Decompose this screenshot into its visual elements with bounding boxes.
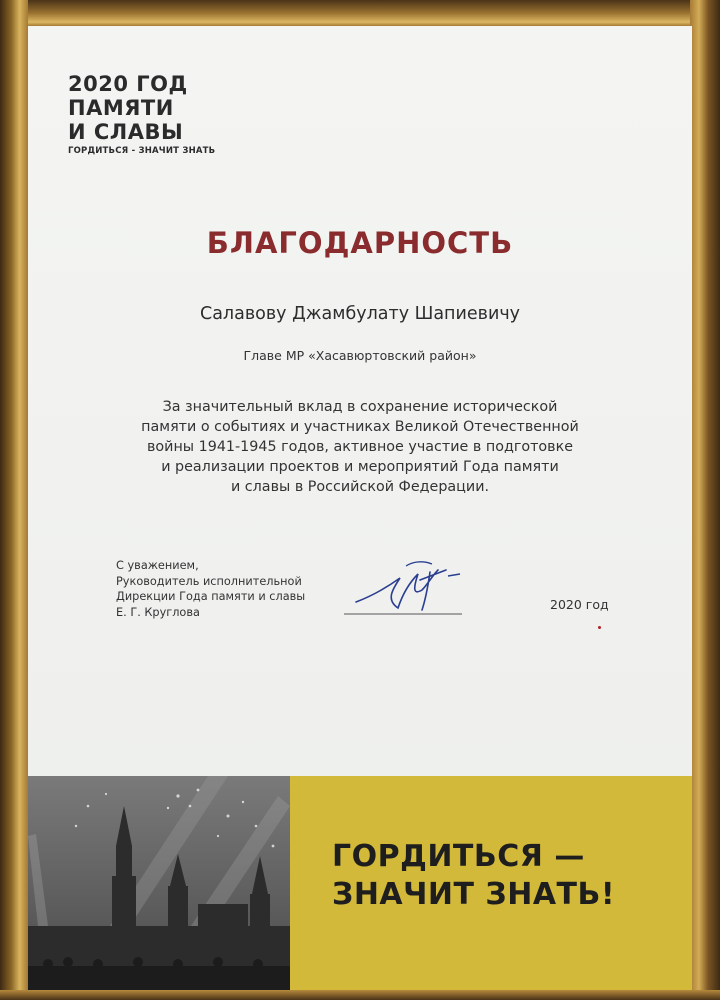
handwritten-signature (342, 556, 492, 626)
slogan-text (332, 838, 615, 914)
certificate-title: БЛАГОДАРНОСТЬ (206, 226, 514, 260)
gratitude-line: и славы в Российской Федерации. (230, 479, 490, 495)
slogan-panel (290, 776, 692, 990)
certificate-sheet (28, 26, 692, 990)
red-square-fireworks-photo (28, 776, 290, 990)
gratitude-text (108, 397, 612, 497)
gratitude-line: и реализации проектов и мероприятий Года памяти (161, 459, 559, 475)
slogan-line-1: ГОРДИТЬСЯ — (332, 839, 585, 874)
signatory-line: С уважением, (116, 559, 199, 572)
signatory-line: Дирекции Года памяти и славы (116, 590, 306, 603)
year-of-memory-logo (68, 72, 215, 156)
logo-tagline: ГОРДИТЬСЯ - ЗНАЧИТ ЗНАТЬ (68, 146, 216, 156)
slogan-line-2: ЗНАЧИТ ЗНАТЬ! (332, 877, 616, 912)
gratitude-line: памяти о событиях и участниках Великой Отечественной (141, 419, 579, 435)
recipient-position: Главе МР «Хасавюртовский район» (243, 348, 477, 363)
frame-bottom-edge (0, 990, 720, 1000)
frame-left-edge (0, 0, 28, 1000)
signatory-line: Руководитель исполнительной (116, 574, 302, 588)
bottom-banner (28, 776, 692, 990)
gratitude-line: За значительный вклад в сохранение исторической (162, 399, 558, 415)
logo-line-3: И СЛАВЫ (68, 120, 184, 144)
frame-top-edge (0, 0, 720, 26)
gratitude-line: войны 1941-1945 годов, активное участие в подготовке (146, 439, 574, 455)
signatory-block (116, 558, 305, 620)
signatory-line: Е. Г. Круглова (116, 605, 200, 619)
logo-line-2: ПАМЯТИ (68, 96, 174, 120)
certificate-year: 2020 год (550, 597, 609, 612)
ink-speck (598, 626, 601, 629)
frame-right-edge (690, 0, 720, 1000)
recipient-name: Салавову Джамбулату Шапиевичу (199, 304, 521, 324)
logo-line-1: 2020 ГОД (68, 72, 188, 96)
